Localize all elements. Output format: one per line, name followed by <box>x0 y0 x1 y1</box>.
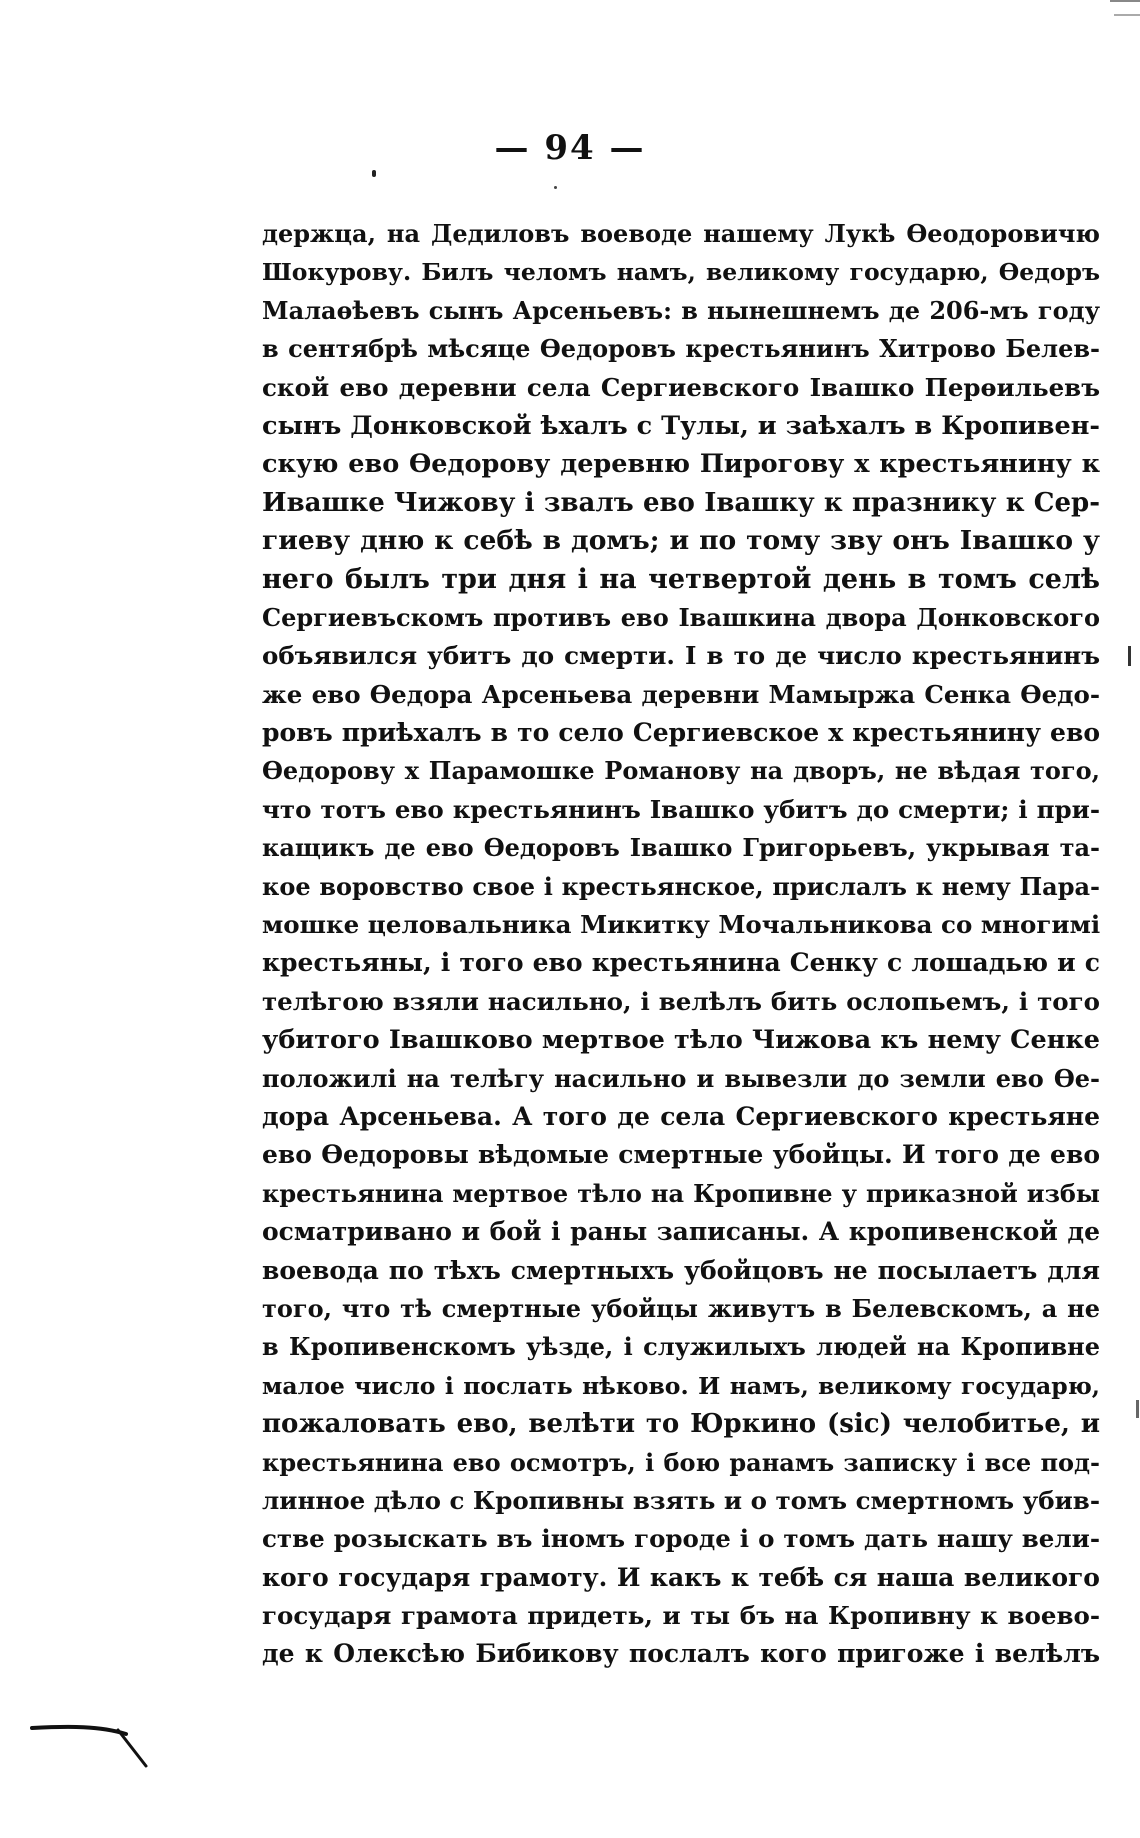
text-line: ровъ приѣхалъ в то село Сергиевское х крестьянину ево <box>262 718 1100 748</box>
text-line: Ивашке Чижову і звалъ ево Івашку к празнику к Сер- <box>262 487 1100 518</box>
text-line: объявился убитъ до смерти. І в то де число крестьянинъ <box>262 641 1100 671</box>
text-line: ево Ѳедоровы вѣдомые смертные убойцы. И того де ево <box>262 1140 1100 1170</box>
text-line: стве розыскать въ іномъ городе і о томъ дать нашу вели- <box>262 1524 1100 1554</box>
text-line: гиеву дню к себѣ в домъ; и по тому зву онъ Івашко у <box>262 525 1100 557</box>
text-line: Шокурову. Билъ челомъ намъ, великому государю, Ѳедоръ <box>262 258 1100 287</box>
text-line: кащикъ де ево Ѳедоровъ Івашко Григорьевъ, укрывая та- <box>262 833 1100 863</box>
text-line: Малаѳѣевъ сынъ Арсеньевъ: в нынешнемъ де 206-мъ году <box>262 295 1100 325</box>
text-line: держца, на Дедиловъ воеводе нашему Лукѣ Ѳеодоровичю <box>262 219 1100 248</box>
text-line: государя грамота придеть, и ты бъ на Кропивну к воево- <box>262 1601 1100 1631</box>
text-line: кого государя грамоту. И какъ к тебѣ ся наша великого <box>262 1562 1100 1592</box>
text-line: него былъ три дня і на четвертой день в томъ селѣ <box>262 563 1100 595</box>
text-line: де к Олексѣю Бибикову послалъ кого пригоже і велѣлъ <box>262 1639 1100 1669</box>
text-line: малое число і послать нѣково. И намъ, великому государю, <box>262 1371 1100 1400</box>
text-line: Сергиевъскомъ противъ ево Івашкина двора Донковского <box>262 602 1100 632</box>
text-line: осматривано и бой і раны записаны. А кропивенской де <box>262 1217 1100 1247</box>
margin-mark <box>1136 1400 1139 1418</box>
text-line: того, что тѣ смертные убойцы живутъ в Белевскомъ, а не <box>262 1293 1100 1323</box>
text-line: ской ево деревни села Сергиевского Івашко Перѳильевъ <box>262 372 1100 402</box>
text-line: крестьянина мертвое тѣло на Кропивне у приказной избы <box>262 1178 1100 1208</box>
text-line: телѣгою взяли насильно, і велѣлъ бить ослопьемъ, і того <box>262 986 1100 1016</box>
text-line: Ѳедорову х Парамошке Романову на дворъ, не вѣдая того, <box>262 756 1100 786</box>
text-line: сынъ Донковской ѣхалъ с Тулы, и заѣхалъ в Кропивен- <box>262 410 1100 441</box>
text-line: убитого Івашково мертвое тѣло Чижова къ нему Сенке <box>262 1025 1100 1056</box>
scan-edge-mark <box>1110 0 1140 2</box>
text-line: в сентябрѣ мѣсяце Ѳедоровъ крестьянинъ Хитрово Белев- <box>262 334 1100 364</box>
text-line: крестьяны, і того ево крестьянина Сенку с лошадью и с <box>262 948 1100 978</box>
page-number: — 94 — <box>494 128 646 168</box>
text-line: скую ево Ѳедорову деревню Пирогову х крестьянину к <box>262 449 1100 480</box>
text-line: линное дѣло с Кропивны взять и о томъ смертномъ убив- <box>262 1485 1100 1515</box>
text-line: кое воровство свое і крестьянское, прислалъ к нему Пара- <box>262 871 1100 901</box>
text-line: воевода по тѣхъ смертныхъ убойцовъ не посылаетъ для <box>262 1255 1100 1285</box>
text-line: положилі на телѣгу насильно и вывезли до земли ево Ѳе- <box>262 1063 1100 1093</box>
ink-speck <box>554 186 557 189</box>
text-line: мошке целовальника Микитку Мочальникова со многимі <box>262 910 1100 940</box>
body-text <box>262 215 1100 1674</box>
text-line: крестьянина ево осмотръ, і бою ранамъ записку і все под- <box>262 1447 1100 1477</box>
scratch-mark <box>30 1690 150 1770</box>
text-line: пожаловать ево, велѣти то Юркино (sic) челобитье, и <box>262 1409 1100 1440</box>
text-line: в Кропивенскомъ уѣзде, і служилыхъ людей на Кропивне <box>262 1332 1100 1362</box>
text-line: же ево Ѳедора Арсеньева деревни Мамыржа Сенка Ѳедо- <box>262 679 1100 709</box>
margin-mark <box>1128 646 1131 666</box>
scan-edge-mark <box>1114 14 1140 16</box>
text-line: дора Арсеньева. А того де села Сергиевского крестьяне <box>262 1101 1100 1131</box>
ink-speck <box>372 170 376 177</box>
text-line: что тотъ ево крестьянинъ Івашко убитъ до смерти; і при- <box>262 794 1100 824</box>
